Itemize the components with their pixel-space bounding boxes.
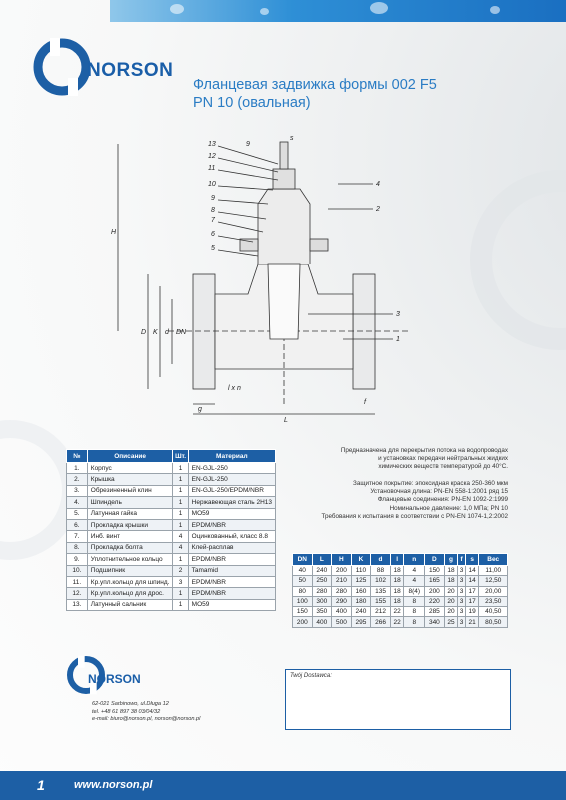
parts-cell: 5. — [67, 508, 88, 519]
logo-text: NORSON — [87, 60, 174, 81]
dims-cell: 3 — [459, 587, 464, 595]
parts-cell: Шпиндель — [87, 497, 173, 508]
parts-cell: 9. — [67, 554, 88, 565]
dims-cell: 266 — [371, 617, 391, 627]
dims-cell: 3 — [459, 618, 464, 626]
parts-cell: Tamamid — [188, 565, 275, 576]
parts-cell: 1 — [173, 519, 188, 530]
dims-table-row — [293, 596, 508, 606]
parts-cell: 12. — [67, 588, 88, 599]
parts-cell: 6. — [67, 519, 88, 530]
dims-header-cell: l — [390, 554, 404, 566]
dims-cell: 14 — [465, 576, 479, 586]
dims-table-row — [293, 586, 508, 596]
dims-cell: 212 — [371, 607, 391, 617]
dims-cell: 80 — [293, 586, 313, 596]
parts-table-row — [67, 565, 276, 576]
dimensions-table — [292, 553, 508, 628]
parts-cell: 4 — [173, 531, 188, 542]
parts-cell: 1 — [173, 588, 188, 599]
dims-cell: 20,00 — [479, 586, 508, 596]
dims-cell: 18 — [390, 586, 404, 596]
parts-cell: 2 — [173, 565, 188, 576]
parts-cell: Клей-расплав — [188, 542, 275, 553]
dims-cell: 350 — [312, 607, 332, 617]
dims-table-row — [293, 607, 508, 617]
title-line-1: Фланцевая задвижка формы 002 F5 — [193, 77, 437, 93]
dims-cell: 50 — [293, 576, 313, 586]
parts-cell: Кр.упл.кольцо для дрос. — [87, 588, 173, 599]
parts-table-row — [67, 497, 276, 508]
parts-cell: 7. — [67, 531, 88, 542]
spec-line: Установочная длина: PN-EN 558-1:2001 ряд 15 — [370, 488, 508, 496]
dims-cell: 250 — [312, 576, 332, 586]
dims-cell: 88 — [371, 566, 391, 576]
dims-cell: 20 — [444, 596, 458, 606]
dims-cell: 8 — [404, 617, 425, 627]
parts-table-row — [67, 508, 276, 519]
dims-cell: 200 — [425, 586, 445, 596]
dims-header-cell: H — [332, 554, 352, 566]
dims-cell: 220 — [425, 596, 445, 606]
contact-address: 62-021 Sarbinowo, ul.Długa 12 — [92, 701, 169, 707]
dims-cell: 290 — [332, 596, 352, 606]
dims-cell: 3 — [459, 577, 464, 585]
parts-cell: MO59 — [188, 599, 275, 610]
dims-cell: 80,50 — [479, 617, 508, 627]
parts-cell: EN-GJL-250 — [188, 474, 275, 485]
parts-cell: Корпус — [87, 463, 173, 474]
dims-cell: 4 — [404, 566, 425, 576]
dims-cell: 200 — [332, 566, 352, 576]
dims-header-cell: d — [371, 554, 391, 566]
spec-line: Защитное покрытие: эпоксидная краска 250-360 мкм — [353, 480, 508, 487]
parts-cell: EN-GJL-250 — [188, 463, 275, 474]
parts-table — [66, 449, 276, 611]
parts-cell: 1 — [173, 508, 188, 519]
parts-cell: EN-GJL-250/EPDM/NBR — [188, 485, 275, 496]
dims-cell: 160 — [351, 586, 371, 596]
dims-cell: 17 — [465, 586, 479, 596]
col-qty: Шт. — [173, 450, 188, 463]
dims-cell: 40 — [293, 566, 313, 576]
dims-cell: 14 — [465, 566, 479, 576]
parts-cell: EPDM/NBR — [188, 588, 275, 599]
col-description: Описание — [87, 450, 173, 463]
spec-line: Номинальное давление: 1,0 МПа; PN 10 — [389, 504, 508, 512]
dims-cell: 25 — [444, 617, 458, 627]
parts-table-row — [67, 576, 276, 587]
dims-cell: 11,00 — [479, 566, 508, 576]
dims-cell: 280 — [312, 586, 332, 596]
parts-cell: Латунный сальник — [87, 599, 173, 610]
dims-header-cell: s — [465, 554, 479, 566]
dims-cell: 21 — [465, 617, 479, 627]
dims-cell: 155 — [371, 596, 391, 606]
dims-cell: 180 — [351, 596, 371, 606]
parts-cell: Прокладка болта — [87, 542, 173, 553]
parts-cell: 1 — [173, 463, 188, 474]
dim-g: g — [198, 406, 202, 413]
parts-cell: 13. — [67, 599, 88, 610]
dim-f: f — [364, 399, 366, 406]
dim-K: K — [153, 329, 158, 336]
dims-cell: 150 — [293, 607, 313, 617]
dims-cell: 12,50 — [479, 576, 508, 586]
parts-cell: 1. — [67, 463, 88, 474]
dims-header-cell: D — [425, 554, 445, 566]
label-9-top: 9 — [246, 141, 250, 148]
website-link[interactable]: www.norson.pl — [74, 779, 153, 791]
dims-header-cell: L — [312, 554, 332, 566]
dims-cell: 285 — [425, 607, 445, 617]
dims-cell: 300 — [312, 596, 332, 606]
parts-cell: 10. — [67, 565, 88, 576]
parts-cell: MO59 — [188, 508, 275, 519]
parts-table-header — [67, 450, 276, 463]
parts-cell: 1 — [173, 554, 188, 565]
parts-cell: Подшипник — [87, 565, 173, 576]
spec-line: Фланцевые соединения: PN-EN 1092-2:1999 — [377, 496, 508, 504]
dealer-box — [285, 669, 511, 730]
top-banner — [110, 0, 566, 22]
dims-header-cell: n — [404, 554, 425, 566]
dims-table-row — [293, 566, 508, 576]
label-1: 1 — [396, 336, 400, 343]
parts-table-row — [67, 588, 276, 599]
parts-cell: 4. — [67, 497, 88, 508]
parts-cell: EPDM/NBR — [188, 554, 275, 565]
parts-cell: 1 — [173, 497, 188, 508]
parts-cell: 3. — [67, 485, 88, 496]
dims-cell: 4 — [404, 576, 425, 586]
dim-d: d — [165, 329, 169, 336]
parts-cell: Нержавеющая сталь 2H13 — [188, 497, 275, 508]
contact-email[interactable]: e-mail: biuro@norson.pl, norson@norson.pl — [92, 716, 201, 722]
contact-tel: tel. +48 61 897 38 03/04/32 — [92, 708, 161, 715]
parts-table-row — [67, 463, 276, 474]
dims-cell: 18 — [444, 576, 458, 586]
parts-cell: Латунная гайка — [87, 508, 173, 519]
product-description — [286, 447, 508, 472]
dims-cell: 240 — [312, 566, 332, 576]
norson-logo-mark-icon — [32, 38, 92, 96]
parts-table-row — [67, 542, 276, 553]
dimensions-table-header — [293, 554, 508, 566]
dims-cell: 240 — [351, 607, 371, 617]
parts-table-row — [67, 519, 276, 530]
parts-cell: Обрезиненный клин — [87, 485, 173, 496]
dims-cell: 3 — [459, 598, 464, 606]
dims-header-cell: Вес — [479, 554, 508, 566]
parts-cell: Крышка — [87, 474, 173, 485]
label-12: 12 — [208, 153, 216, 160]
dims-cell: 3 — [459, 567, 464, 575]
dims-cell: 18 — [390, 576, 404, 586]
dims-cell: 20 — [444, 607, 458, 617]
label-10: 10 — [208, 181, 216, 188]
dims-cell: 18 — [444, 566, 458, 576]
parts-cell: Кр.упл.кольцо для шпинд. — [87, 576, 173, 587]
page-number: 1 — [37, 777, 45, 793]
parts-table-row — [67, 599, 276, 610]
dim-DN: DN — [176, 329, 187, 336]
dims-cell: 22 — [390, 607, 404, 617]
description-line: Предназначена для перекрытия потока на водопроводах — [340, 447, 508, 454]
dims-table-row — [293, 617, 508, 627]
description-line: химических веществ температурой до 40°C. — [378, 463, 508, 471]
dims-header-cell: g — [444, 554, 458, 566]
dim-D: D — [141, 329, 147, 336]
dims-cell: 340 — [425, 617, 445, 627]
parts-cell: 3 — [173, 576, 188, 587]
dims-header-cell: f — [458, 554, 466, 566]
parts-cell: Уплотнительное кольцо — [87, 554, 173, 565]
parts-cell: Инб. винт — [87, 531, 173, 542]
parts-cell: 1 — [173, 474, 188, 485]
label-6: 6 — [211, 231, 215, 238]
col-number: № — [67, 450, 88, 463]
label-3: 3 — [396, 311, 400, 318]
dims-cell: 400 — [332, 607, 352, 617]
dims-cell: 100 — [293, 596, 313, 606]
dims-cell: 8(4) — [404, 586, 425, 596]
dims-cell: 8 — [404, 596, 425, 606]
dims-cell: 500 — [332, 617, 352, 627]
parts-cell: 2. — [67, 474, 88, 485]
label-7: 7 — [211, 217, 215, 224]
product-specs — [286, 480, 508, 521]
col-material: Материал — [188, 450, 275, 463]
parts-table-row — [67, 474, 276, 485]
dim-L: L — [284, 417, 288, 424]
dims-cell: 20 — [444, 586, 458, 596]
parts-cell: Прокладка крышки — [87, 519, 173, 530]
label-5: 5 — [211, 245, 215, 252]
dims-cell: 18 — [390, 596, 404, 606]
dims-cell: 125 — [351, 576, 371, 586]
dims-cell: 19 — [465, 607, 479, 617]
parts-cell: 1 — [173, 599, 188, 610]
parts-table-row — [67, 554, 276, 565]
label-11: 11 — [208, 165, 216, 172]
dims-cell: 18 — [390, 566, 404, 576]
dims-cell: 110 — [351, 566, 371, 576]
footer-logo-text: NORSON — [88, 672, 141, 686]
dims-cell: 40,50 — [479, 607, 508, 617]
dim-H: H — [111, 229, 117, 236]
parts-table-row — [67, 485, 276, 496]
dims-cell: 200 — [293, 617, 313, 627]
parts-cell: Оцинкованный, класс 8.8 — [188, 531, 275, 542]
dims-cell: 17 — [465, 596, 479, 606]
spec-line: Требования к испытания в соответствии с PN-EN 1074-1,2:2002 — [321, 512, 508, 520]
dims-cell: 295 — [351, 617, 371, 627]
parts-cell: 4 — [173, 542, 188, 553]
dims-cell: 135 — [371, 586, 391, 596]
valve-technical-drawing — [108, 124, 428, 424]
dim-s: s — [290, 135, 294, 142]
footer-bar — [0, 771, 566, 800]
dims-cell: 3 — [459, 608, 464, 616]
dims-header-cell: K — [351, 554, 371, 566]
norson-footer-logo — [66, 655, 166, 695]
label-2: 2 — [376, 206, 380, 213]
label-13: 13 — [208, 141, 216, 148]
parts-cell: EPDM/NBR — [188, 576, 275, 587]
label-8: 8 — [211, 207, 215, 214]
dims-cell: 165 — [425, 576, 445, 586]
parts-cell: 1 — [173, 485, 188, 496]
dims-cell: 23,50 — [479, 596, 508, 606]
dealer-label: Twój Dostawca: — [290, 673, 332, 679]
norson-logo — [32, 38, 174, 96]
dims-cell: 22 — [390, 617, 404, 627]
dims-cell: 8 — [404, 607, 425, 617]
dim-l-x-n: l x n — [228, 385, 241, 392]
parts-cell: 8. — [67, 542, 88, 553]
label-9: 9 — [211, 195, 215, 202]
description-line: и установках передачи нейтральных жидких — [378, 455, 508, 463]
dims-table-row — [293, 576, 508, 586]
dims-cell: 400 — [312, 617, 332, 627]
dims-header-cell: DN — [293, 554, 313, 566]
dims-cell: 150 — [425, 566, 445, 576]
parts-cell: 11. — [67, 576, 88, 587]
contact-info — [92, 701, 200, 724]
label-4: 4 — [376, 181, 380, 188]
dims-cell: 280 — [332, 586, 352, 596]
title-line-2: PN 10 (овальная) — [193, 95, 311, 111]
parts-table-row — [67, 531, 276, 542]
page-title — [193, 76, 437, 112]
dims-cell: 210 — [332, 576, 352, 586]
dims-cell: 102 — [371, 576, 391, 586]
parts-cell: EPDM/NBR — [188, 519, 275, 530]
